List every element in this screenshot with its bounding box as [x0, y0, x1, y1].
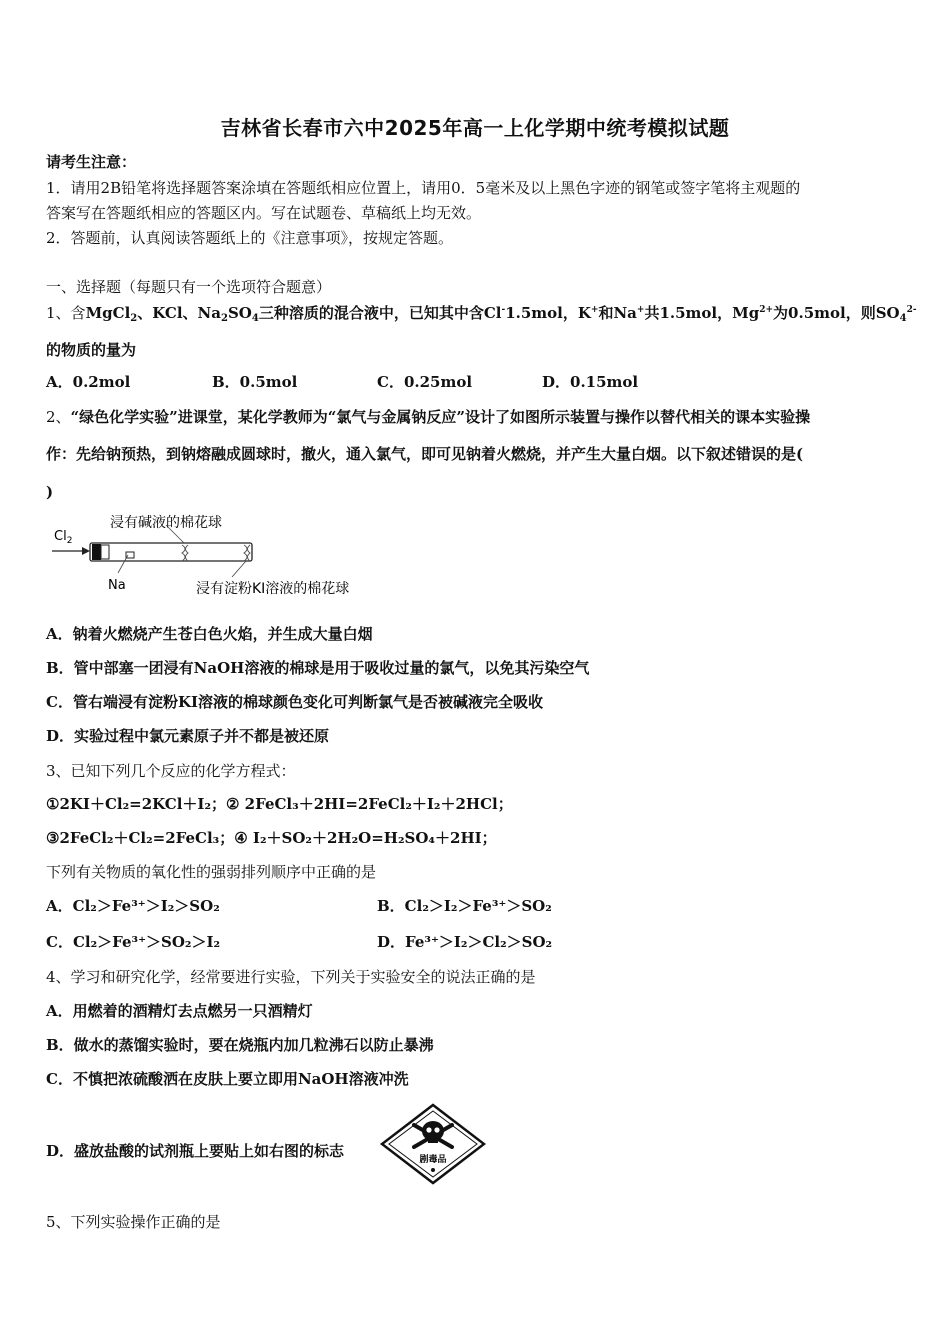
question-1-option-b: B．0.5mol [212, 373, 298, 391]
ki-cotton-ball [244, 545, 250, 561]
question-2-option-c: C．管右端浸有淀粉KI溶液的棉球颜色变化可判断氯气是否被碱液完全吸收 [46, 693, 543, 711]
cl2-label: $Cl_2$ [54, 529, 73, 546]
toxic-sign-label: 剧毒品 [419, 1155, 447, 1165]
notice-line-1: 1．请用2B铅笔将选择题答案涂填在答题纸相应位置上，请用0．5毫米及以上黑色字迹的钢笔或签字笔将主观题的 [46, 179, 801, 197]
toxic-hazard-sign [380, 1103, 486, 1185]
question-4-option-b: B．做水的蒸馏实验时，要在烧瓶内加几粒沸石以防止暴沸 [46, 1036, 434, 1054]
question-4-stem: 4、学习和研究化学，经常要进行实验，下列关于实验安全的说法正确的是 [46, 968, 536, 986]
notice-heading: 请考生注意： [46, 153, 137, 171]
apparatus-diagram [46, 507, 386, 599]
question-1-stem-end: 的物质的量为 [46, 341, 137, 359]
notice-line-2: 答案写在答题纸相应的答题区内。写在试题卷、草稿纸上均无效。 [46, 204, 482, 222]
question-3-intro: 3、已知下列几个反应的化学方程式： [46, 762, 296, 780]
stopper-ring [101, 545, 109, 559]
question-3-option-b: B．Cl₂＞I₂＞Fe³⁺＞SO₂ [377, 897, 552, 915]
page-title: 吉林省长春市六中2025年高一上化学期中统考模拟试题 [220, 116, 730, 140]
notice-line-3: 2．答题前，认真阅读答题纸上的《注意事项》，按规定答题。 [46, 229, 454, 247]
arrow-head-icon [82, 547, 90, 555]
question-3-option-d: D．Fe³⁺＞I₂＞Cl₂＞SO₂ [377, 933, 553, 951]
question-2-stem-2: 作：先给钠预热，到钠熔融成圆球时，撤火，通入氯气，即可见钠着火燃烧，并产生大量白烟。以下叙述错误的是( [46, 445, 804, 463]
question-2-option-b: B．管中部塞一团浸有NaOH溶液的棉球是用于吸收过量的氯气，以免其污染空气 [46, 659, 590, 677]
question-3-stem: 下列有关物质的氧化性的强弱排列顺序中正确的是 [46, 863, 377, 881]
question-4-option-d: D．盛放盐酸的试剂瓶上要贴上如右图的标志 [46, 1142, 345, 1160]
question-3-equations-1: ①2KI＋Cl₂=2KCl＋I₂；② 2FeCl₃＋2HI=2FeCl₂＋I₂＋2HCl； [46, 795, 513, 813]
label-ki-cotton: 浸有淀粉KI溶液的棉花球 [196, 581, 350, 597]
question-3-option-a: A．Cl₂＞Fe³⁺＞I₂＞SO₂ [46, 897, 220, 915]
glass-tube [90, 543, 252, 561]
question-4-option-c: C．不慎把浓硫酸洒在皮肤上要立即用NaOH溶液冲洗 [46, 1070, 409, 1088]
question-2-option-a: A．钠着火燃烧产生苍白色火焰，并生成大量白烟 [46, 625, 373, 643]
question-1-option-d: D．0.15mol [542, 373, 639, 391]
alkali-cotton-ball [182, 545, 188, 561]
question-2-option-d: D．实验过程中氯元素原子并不都是被还原 [46, 727, 330, 745]
question-2-stem-3: ) [46, 483, 54, 501]
question-5-stem: 5、下列实验操作正确的是 [46, 1213, 221, 1231]
question-4-option-a: A．用燃着的酒精灯去点燃另一只酒精灯 [46, 1002, 313, 1020]
question-1-option-a: A．0.2mol [46, 373, 131, 391]
section-heading: 一、选择题（每题只有一个选项符合题意） [46, 278, 332, 296]
question-2-stem-1: 2、“绿色化学实验”进课堂，某化学教师为“氯气与金属钠反应”设计了如图所示装置与操作以替代相关的课本实验操 [46, 408, 811, 426]
question-3-option-c: C．Cl₂＞Fe³⁺＞SO₂＞I₂ [46, 933, 221, 951]
question-3-equations-2: ③2FeCl₂＋Cl₂=2FeCl₃；④ I₂＋SO₂＋2H₂O=H₂SO₄＋2HI； [46, 829, 497, 847]
label-alkali-cotton: 浸有碱液的棉花球 [110, 515, 222, 531]
question-1-option-c: C．0.25mol [377, 373, 473, 391]
stopper [92, 544, 101, 560]
question-1-stem: 1、含MgCl$_2$、KCl、$Na_2SO_4$三种溶质的混合液中，已知其中含Cl-1.5mol，K+和Na+共1.5mol，$Mg^{2+}$为0.5mol，则$SO_4^{2-}$ [46, 304, 917, 324]
label-sodium: Na [108, 578, 126, 593]
